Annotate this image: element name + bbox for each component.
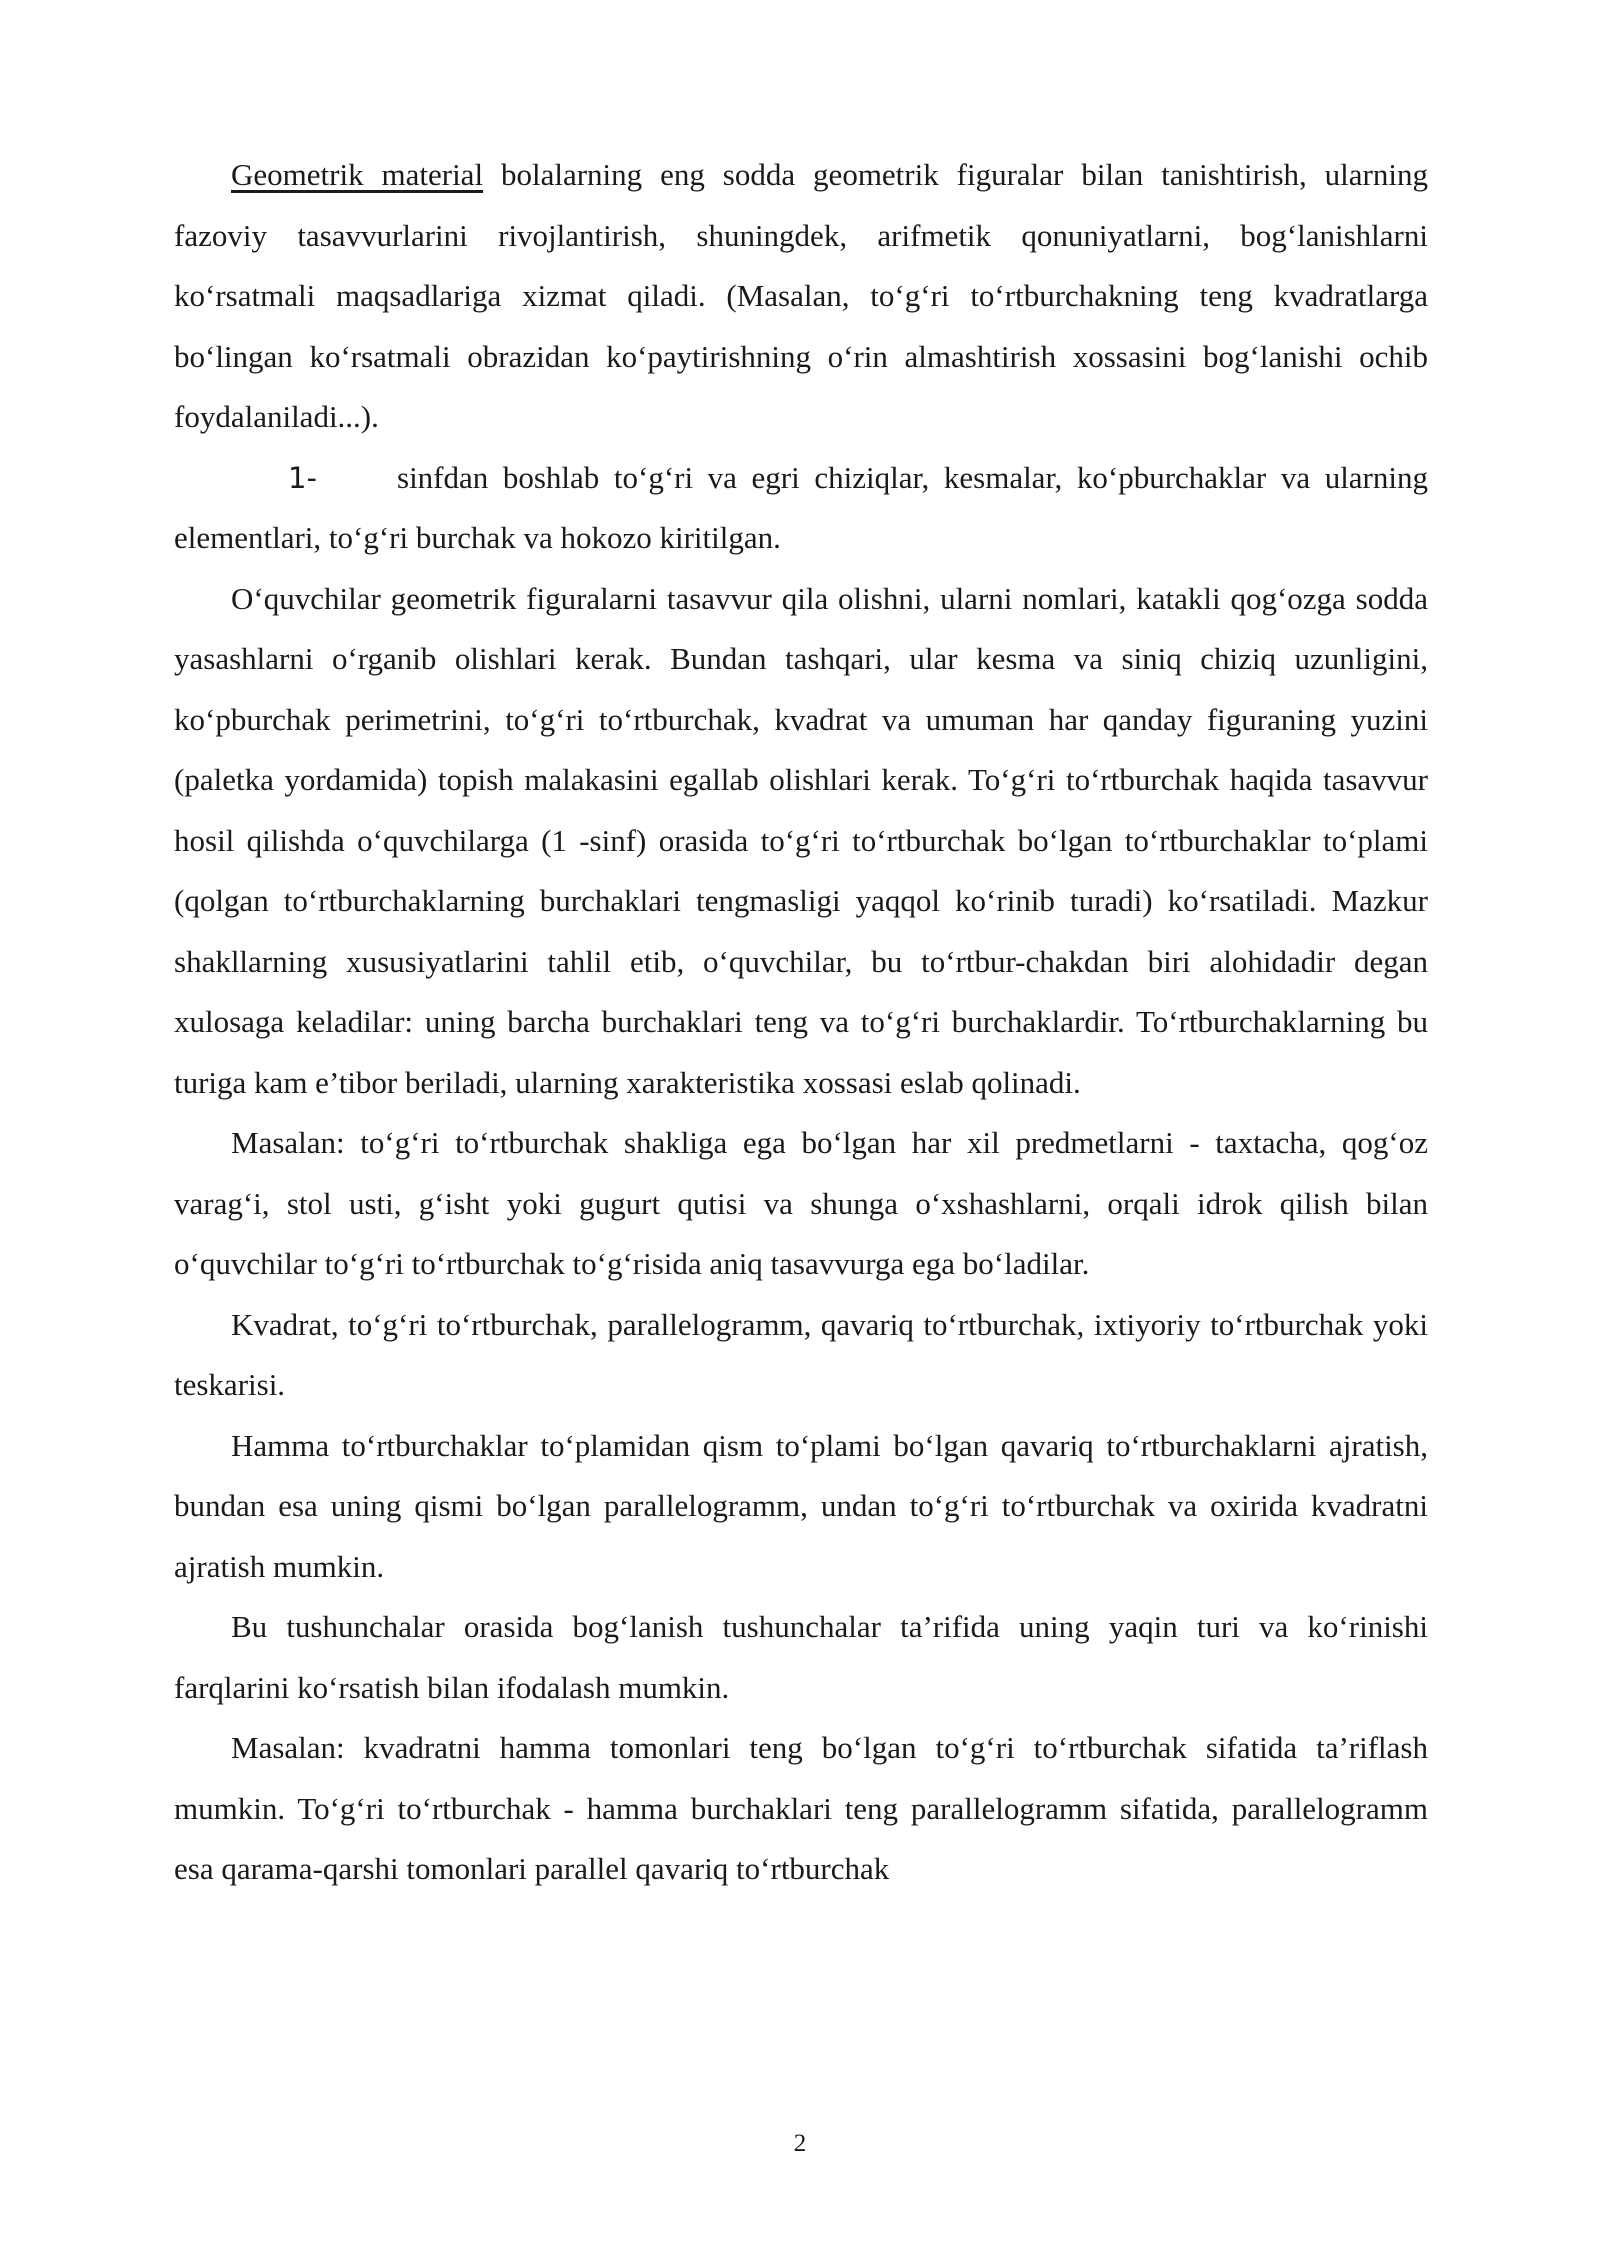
paragraph-text: Masalan: kvadratni hamma tomonlari teng bo‘lgan to‘g‘ri to‘rtburchak sifatida ta’riflash mumkin. To‘g‘ri to‘rtburchak - hamma burchaklari teng parallelogramm sifatida, parallelogramm esa qarama-qarshi tomonlari parallel qavariq to‘rtburchak <box>174 1730 1428 1886</box>
paragraph-quadrilateral-list <box>174 1295 1428 1416</box>
body-text <box>174 145 1428 1900</box>
paragraph-text: Bu tushunchalar orasida bog‘lanish tushunchalar ta’rifida uning yaqin turi va ko‘rinishi farqlarini ko‘rsatish bilan ifodalash mumkin. <box>174 1609 1428 1705</box>
paragraph-text: Masalan: to‘g‘ri to‘rtburchak shakliga ega bo‘lgan har xil predmetlarni - taxtacha, qog‘oz varag‘i, stol usti, g‘isht yoki gugurt qutisi va shunga o‘xshashlarni, orqali idrok qilish bilan o‘quvchilar to‘g‘ri to‘rtburchak to‘g‘risida aniq tasavvurga ega bo‘ladilar. <box>174 1125 1428 1281</box>
paragraph-example-objects <box>174 1113 1428 1295</box>
paragraph-text: sinfdan boshlab to‘g‘ri va egri chiziqlar, kesmalar, ko‘pburchaklar va ularning elementlari, to‘g‘ri burchak va hokozo kiritilgan. <box>174 459 1428 555</box>
paragraph-text: bolalarning eng sodda geometrik figuralar bilan tanishtirish, ularning fazoviy tasavvurlarini rivojlantirish, shuningdek, arifmetik qonuniyatlarni, bog‘lanishlarni ko‘rsatmali maqsadlariga xizmat qiladi. (Masalan, to‘g‘ri to‘rtburchakning teng kvadratlarga bo‘lingan ko‘rsatmali obrazidan ko‘paytirishning o‘rin almashtirish xossasini bog‘lanishi ochib foydalaniladi...). <box>174 157 1428 434</box>
paragraph-square-example <box>174 1718 1428 1900</box>
paragraph-first-grade <box>174 448 1428 569</box>
page-number: 2 <box>793 2130 807 2157</box>
paragraph-text: Kvadrat, to‘g‘ri to‘rtburchak, parallelogramm, qavariq to‘rtburchak, ixtiyoriy to‘rtburchak yoki teskarisi. <box>174 1306 1428 1402</box>
paragraph-text: O‘quvchilar geometrik figuralarni tasavvur qila olishni, ularni nomlari, katakli qog‘ozga sodda yasashlarni o‘rganib olishlari kerak. Bundan tashqari, ular kesma va siniq chiziq uzunligini, ko‘pburchak perimetrini, to‘g‘ri to‘rtburchak, kvadrat va umuman har qanday figuraning yuzini (paletka yordamida) topish malakasini egallab olishlari kerak. To‘g‘ri to‘rtburchak haqida tasavvur hosil qilishda o‘quvchilarga (1 -sinf) orasida to‘g‘ri to‘rtburchak bo‘lgan to‘rtburchaklar to‘plami (qolgan to‘rtburchaklarning burchaklari tengmasligi yaqqol ko‘rinib turadi) ko‘rsatiladi. Mazkur shakllarning xususiyatlarini tahlil etib, o‘quvchilar, bu to‘rtbur-chakdan biri alohidadir degan xulosaga keladilar: uning barcha burchaklari teng va to‘g‘ri burchaklardir. To‘rtburchaklarning bu turiga kam e’tibor beriladi, ularning xarakteristika xossasi eslab qolinadi. <box>174 580 1428 1100</box>
paragraph-students-figures <box>174 569 1428 1114</box>
paragraph-geometric-material <box>174 145 1428 448</box>
paragraph-subsets <box>174 1416 1428 1598</box>
underlined-term: Geometrik material <box>231 157 484 192</box>
paragraph-text: Hamma to‘rtburchaklar to‘plamidan qism to‘plami bo‘lgan qavariq to‘rtburchaklarni ajratish, bundan esa uning qismi bo‘lgan parallelogramm, undan to‘g‘ri to‘rtburchak va oxirida kvadratni ajratish mumkin. <box>174 1427 1428 1584</box>
paragraph-definitions <box>174 1597 1428 1718</box>
grade-number: 1- <box>288 460 317 495</box>
